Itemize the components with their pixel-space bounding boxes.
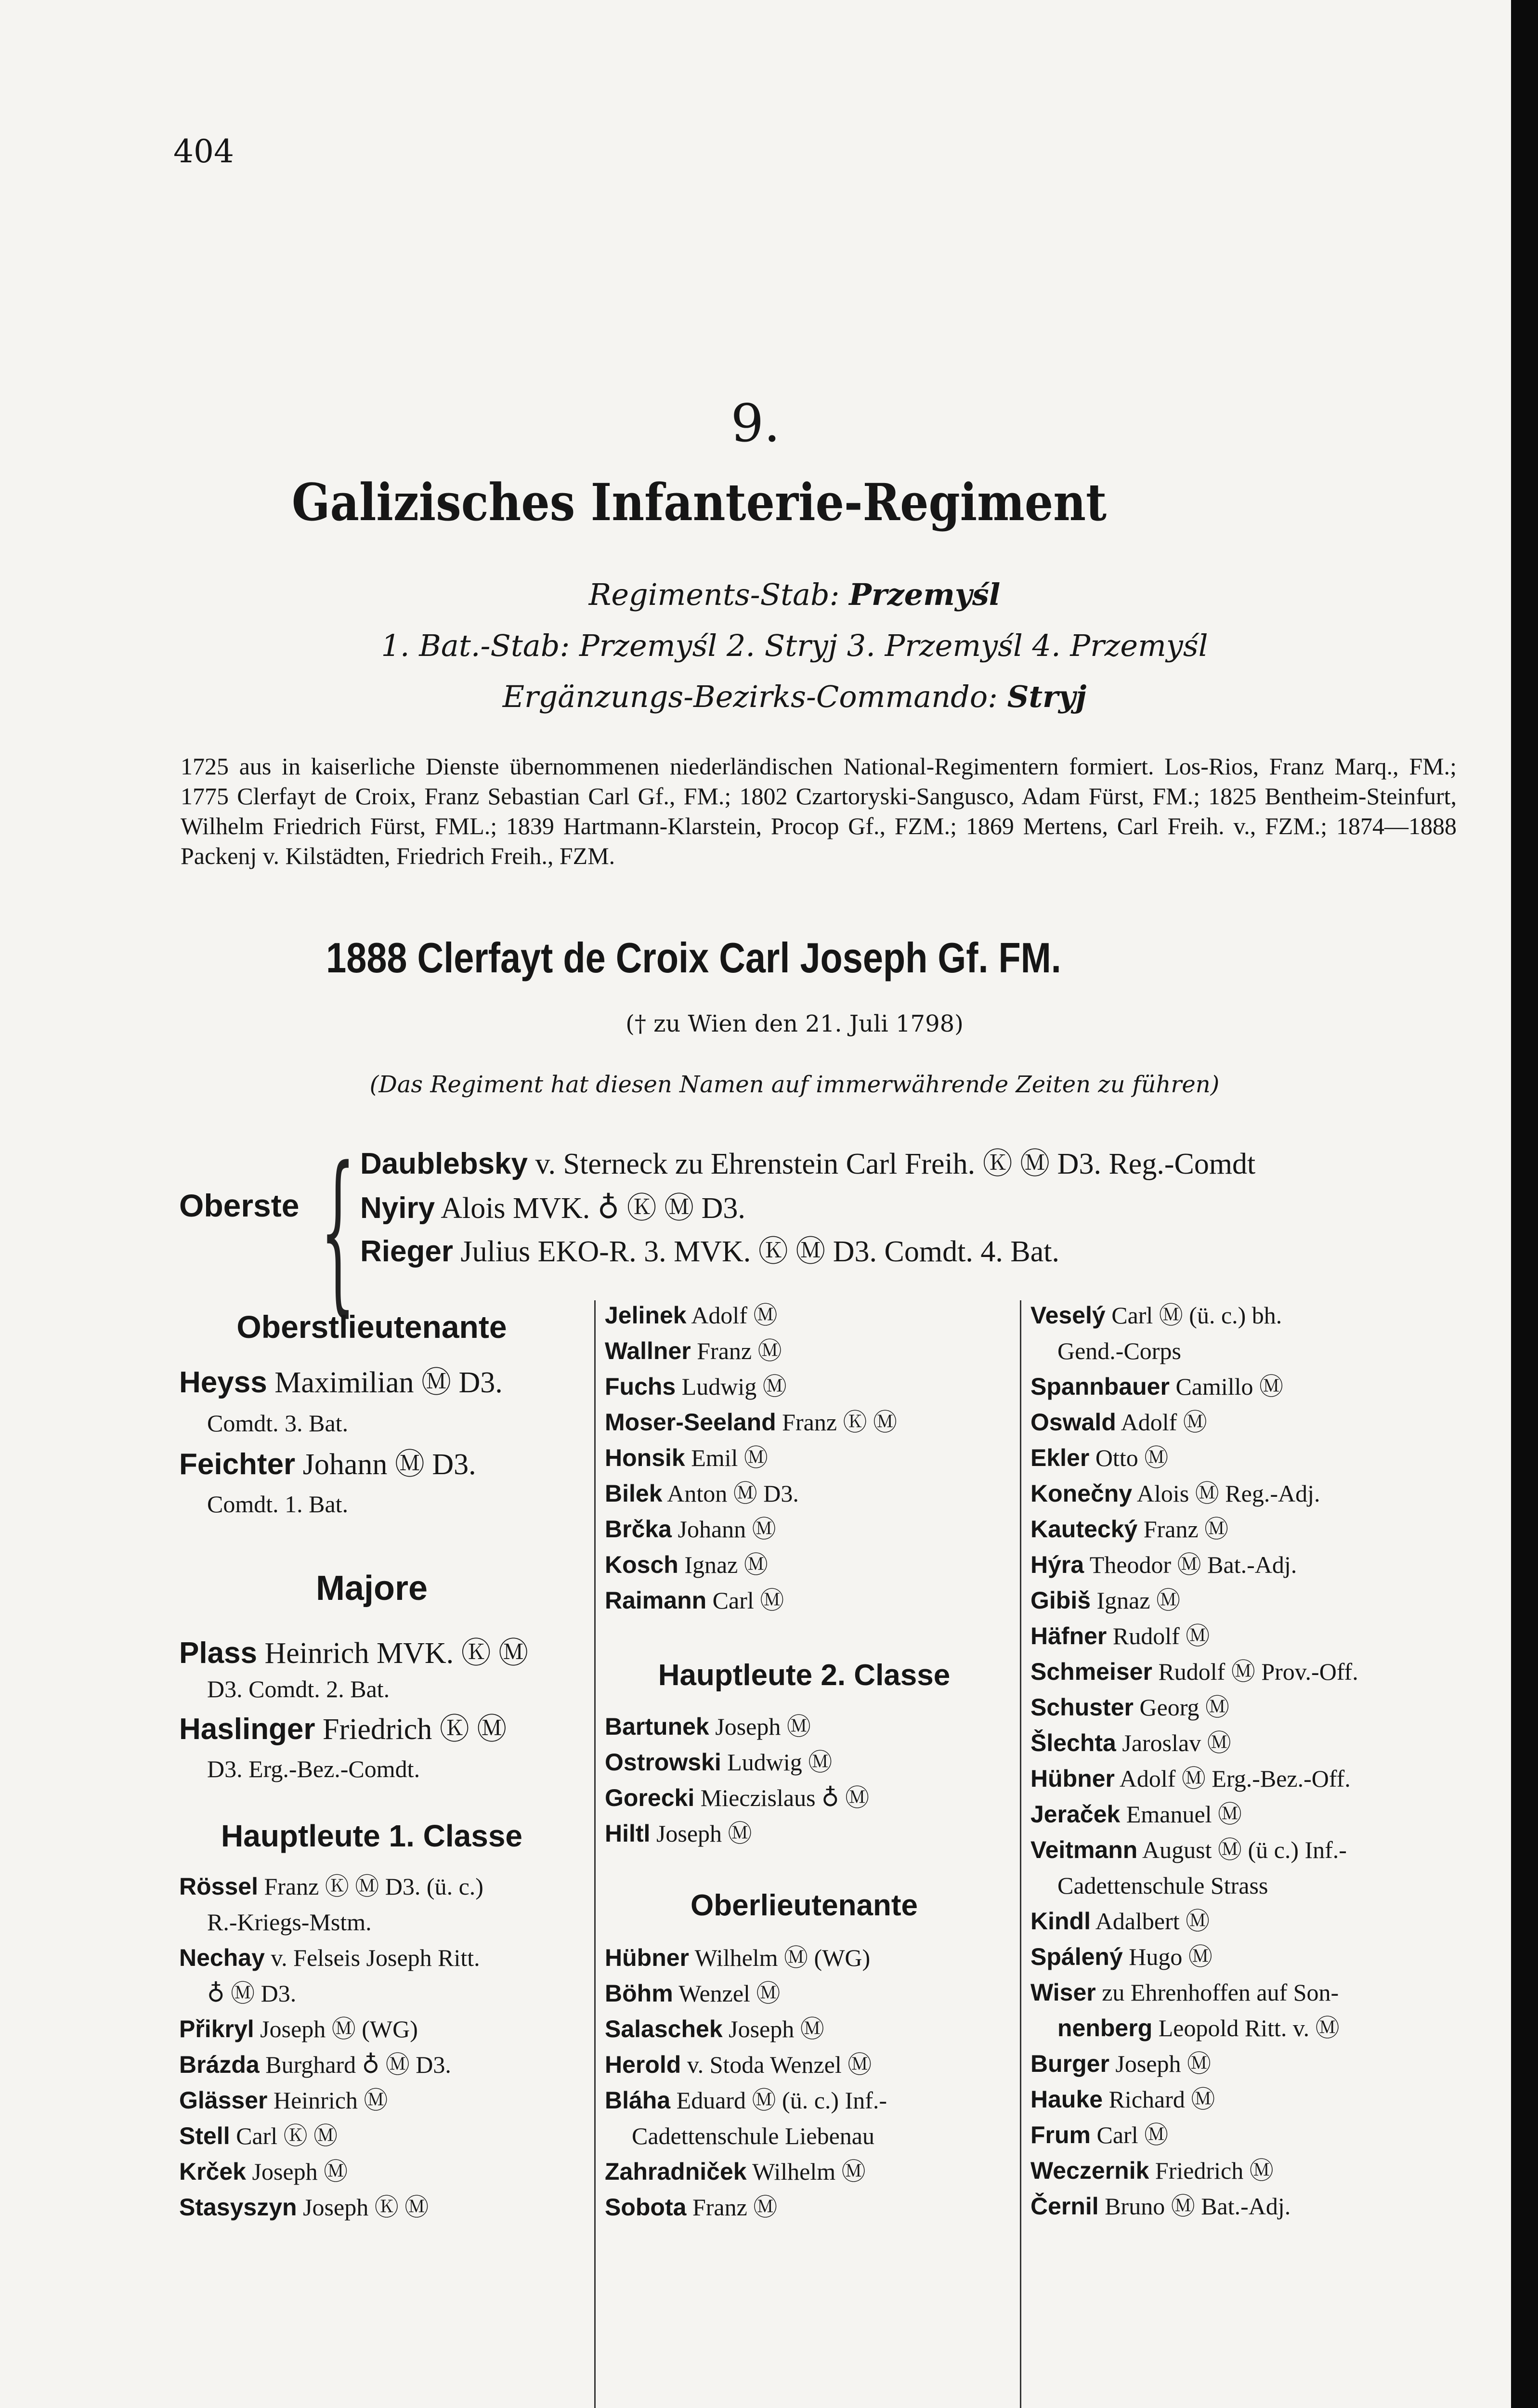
officer-entry (1030, 1945, 1212, 1969)
officer-details: v. Stoda Wenzel Ⓜ (687, 2051, 872, 2078)
officer-entry (179, 1450, 476, 1479)
officer-entry (605, 1410, 897, 1434)
officer-name: Böhm (605, 1980, 673, 2007)
officer-continuation: Comdt. 1. Bat. (207, 1491, 349, 1518)
officer-details: Anton Ⓜ D3. (667, 1480, 799, 1507)
officer-name: Wiser (1030, 1979, 1096, 2006)
officer-details: Mieczislaus ♁ Ⓜ (700, 1784, 870, 1811)
officer-name: Bartunek (605, 1713, 709, 1740)
officer-details: Franz Ⓜ (692, 2194, 778, 2221)
officer-entry (1030, 1838, 1347, 1862)
officer-entry (605, 1481, 799, 1505)
bat-stab: 1. Bat.-Stab: Przemyśl 2. Stryj 3. Przemyśl 4. Przemyśl (381, 628, 1208, 663)
officer-entry (605, 1303, 777, 1327)
oberste-name: Nyiry (360, 1191, 435, 1225)
officer-entry (179, 2053, 451, 2077)
officer-name: Zahradniček (605, 2158, 747, 2185)
officer-entry (605, 1374, 787, 1399)
officer-details: Adolf Ⓜ (1121, 1409, 1207, 1436)
officer-details: Rudolf Ⓜ Prov.-Off. (1158, 1658, 1358, 1685)
officer-entry (605, 1588, 784, 1612)
officer-entry (605, 2195, 777, 2219)
regiment-number: 9. (730, 393, 781, 454)
oberste-rest: Alois MVK. ♁ Ⓚ Ⓜ D3. (441, 1192, 745, 1225)
oberste-name: Rieger (360, 1235, 453, 1268)
officer-name: Kosch (605, 1551, 678, 1578)
officer-name: Honsik (605, 1444, 685, 1471)
oberstlt-heading: Oberstlieutenante (236, 1309, 507, 1345)
officer-details: v. Felseis Joseph Ritt. (271, 1944, 480, 1971)
officer-entry (1030, 2123, 1168, 2147)
officer-details: Bruno Ⓜ Bat.-Adj. (1105, 2193, 1291, 2220)
officer-entry (179, 1368, 503, 1398)
officer-entry (1030, 1588, 1180, 1612)
officer-entry (179, 1874, 483, 1898)
officer-entry (1030, 1410, 1207, 1434)
officer-details: Johann Ⓜ D3. (302, 1448, 476, 1481)
officer-name: Krček (179, 2158, 246, 2185)
regiments-stab-label: Regiments-Stab: (588, 577, 840, 612)
ergaenzung-value: Stryj (1007, 679, 1087, 714)
officer-name: Schuster (1030, 1694, 1134, 1721)
officer-details: Joseph Ⓜ (715, 1713, 811, 1740)
officer-continuation: Comdt. 3. Bat. (207, 1410, 349, 1437)
officer-name: Jeraček (1030, 1801, 1121, 1828)
oberste-name: Daublebsky (360, 1147, 528, 1180)
officer-details: Carl Ⓜ (1096, 2121, 1169, 2148)
officer-details: Alois Ⓜ Reg.-Adj. (1136, 1480, 1320, 1507)
officer-details: R.-Kriegs-Mstm. (207, 1909, 372, 1936)
officer-details: Cadettenschule Liebenau (632, 2122, 874, 2149)
officer-entry (1030, 1980, 1339, 2004)
officer-entry (605, 1821, 752, 1845)
officer-name: Stell (179, 2122, 230, 2149)
officer-entry (1030, 1660, 1358, 1684)
officer-details: Ignaz Ⓜ (1096, 1587, 1181, 1614)
officer-details: Wilhelm Ⓜ (752, 2158, 866, 2185)
officer-name: Spálený (1030, 1943, 1123, 1970)
officer-name: nenberg (1057, 2015, 1153, 2042)
officer-entry (1030, 2052, 1211, 2076)
ergaenzung-label: Ergänzungs-Bezirks-Commando: (502, 679, 998, 714)
officer-name: Kautecký (1030, 1516, 1138, 1543)
officer-details: Heinrich Ⓜ (273, 2087, 388, 2114)
officer-details: Adalbert Ⓜ (1095, 1908, 1210, 1935)
officer-continuation: D3. Erg.-Bez.-Comdt. (207, 1755, 420, 1782)
oberste-entry (360, 1193, 745, 1223)
officer-name: Heyss (179, 1366, 267, 1399)
officer-details: Carl Ⓚ Ⓜ (236, 2122, 338, 2149)
officer-name: Spannbauer (1030, 1373, 1170, 1400)
officer-details: Wenzel Ⓜ (678, 1980, 781, 2007)
oblt-heading: Oberlieutenante (691, 1889, 918, 1922)
officer-name: Salaschek (605, 2015, 723, 2042)
officer-name: Wallner (605, 1337, 691, 1364)
ergaenzung (0, 679, 1538, 714)
officer-name: Moser-Seeland (605, 1409, 776, 1436)
officer-entry (179, 2159, 348, 2184)
hptl1-heading: Hauptleute 1. Classe (221, 1819, 522, 1853)
brace-icon: { (320, 1130, 356, 1332)
officer-name: Bláha (605, 2087, 671, 2114)
officer-details: Joseph Ⓜ (WG) (260, 2015, 418, 2042)
officer-name: Brčka (605, 1516, 672, 1543)
officer-name: Gibiš (1030, 1587, 1091, 1614)
officer-name: Černil (1030, 2193, 1099, 2220)
officer-name: Šlechta (1030, 1729, 1116, 1756)
officer-details: Franz Ⓚ Ⓜ D3. (ü. c.) (264, 1873, 483, 1900)
officer-entry (605, 1446, 768, 1470)
officer-entry (179, 2017, 418, 2041)
officer-details: Carl Ⓜ (ü. c.) bh. (1111, 1302, 1282, 1329)
officer-entry (179, 1638, 528, 1668)
officer-name: Hübner (1030, 1765, 1115, 1792)
officer-entry (1057, 1873, 1268, 1898)
officer-entry (1030, 2159, 1274, 2183)
officer-name: Oswald (1030, 1409, 1116, 1436)
officer-entry (605, 1553, 768, 1577)
majore-heading: Majore (315, 1569, 428, 1608)
officer-name: Hübner (605, 1944, 689, 1971)
officer-details: ♁ Ⓜ D3. (207, 1980, 297, 2007)
regiment-title: Galizisches Infanterie-Regiment (291, 472, 1107, 532)
officer-entry (1030, 1731, 1231, 1755)
officer-entry (1030, 1767, 1351, 1791)
regiments-stab (0, 577, 1538, 612)
officer-entry (207, 1910, 372, 1934)
officer-name: Nechay (179, 1944, 265, 1971)
history-text: 1725 aus in kaiserliche Dienste übernommenen niederländischen National-Regimentern formiert. Los-Rios, Franz Marq., FM.; 1775 Clerfayt de Croix, Franz Sebastian Carl Gf., FM.; 1802 Czartoryski-Sangusco, Adam Fürst, FM.; 1825 Bentheim-Steinfurt, Wilhelm Friedrich Fürst, FML.; 1839 Hartmann-Klarstein, Procop Gf., FZM.; 1869 Mertens, Carl Freih. v., FZM.; 1874—1888 Packenj v. Kilstädten, Friedrich Freih., FZM. (181, 753, 1457, 869)
officer-name: Glässer (179, 2087, 268, 2114)
hptl2-heading: Hauptleute 2. Classe (658, 1659, 951, 1692)
officer-details: Heinrich MVK. Ⓚ Ⓜ (264, 1637, 529, 1670)
officer-name: Frum (1030, 2121, 1091, 2148)
officer-entry (1030, 1909, 1210, 1933)
officer-details: Eduard Ⓜ (ü. c.) Inf.- (676, 2087, 887, 2114)
officer-details: August Ⓜ (ü c.) Inf.- (1142, 1836, 1347, 1863)
officer-entry (605, 1517, 776, 1541)
officer-continuation: D3. Comdt. 2. Bat. (207, 1675, 390, 1702)
oberste-entry (360, 1149, 1255, 1179)
officer-name: Bilek (605, 1480, 663, 1507)
officer-entry (1030, 1695, 1229, 1719)
officer-details: Joseph Ⓜ (1115, 2050, 1212, 2077)
officer-name: Hiltl (605, 1820, 651, 1847)
officer-entry (1057, 2016, 1340, 2040)
officer-name: Kindl (1030, 1908, 1091, 1935)
officer-entry (605, 1339, 782, 1363)
officer-details: Franz Ⓜ (1143, 1516, 1229, 1543)
officer-details: Joseph Ⓜ (252, 2158, 348, 2185)
officer-details: zu Ehrenhoffen auf Son- (1102, 1979, 1339, 2006)
officer-entry (1030, 1446, 1168, 1470)
officer-entry (605, 1750, 832, 1774)
officer-entry (1030, 1374, 1283, 1399)
officer-entry (605, 1946, 870, 1970)
oberste-rest: Julius EKO-R. 3. MVK. Ⓚ Ⓜ D3. Comdt. 4. Bat. (460, 1235, 1059, 1268)
officer-name: Veselý (1030, 1302, 1106, 1329)
officer-entry (632, 2124, 874, 2148)
officer-name: Veitmann (1030, 1836, 1138, 1863)
officer-entry (1030, 2194, 1290, 2218)
officer-details: Emanuel Ⓜ (1126, 1801, 1242, 1828)
officer-name: Burger (1030, 2050, 1109, 2077)
officer-entry (1057, 1339, 1181, 1363)
name-note: (Das Regiment hat diesen Namen auf immerwährende Zeiten zu führen) (369, 1071, 1220, 1098)
officer-name: Herold (605, 2051, 681, 2078)
officer-details: Otto Ⓜ (1095, 1444, 1169, 1471)
page-number: 404 (173, 133, 234, 170)
officer-details: Joseph Ⓚ Ⓜ (303, 2194, 429, 2221)
oberste-label: Oberste (179, 1188, 300, 1223)
officer-name: Konečny (1030, 1480, 1133, 1507)
officer-details: Burghard ♁ Ⓜ D3. (265, 2051, 451, 2078)
officer-name: Feichter (179, 1448, 296, 1481)
officer-name: Přikryl (179, 2015, 254, 2042)
inhaber-heading: 1888 Clerfayt de Croix Carl Joseph Gf. FM. (326, 934, 1061, 982)
officer-entry (179, 2124, 338, 2148)
column-divider (594, 1300, 596, 2408)
oberste-entry (360, 1237, 1059, 1267)
officer-details: Jaroslav Ⓜ (1122, 1729, 1231, 1756)
officer-details: Gend.-Corps (1057, 1337, 1181, 1364)
officer-details: Franz Ⓜ (697, 1337, 782, 1364)
officer-entry (179, 2088, 388, 2112)
officer-entry (605, 1714, 811, 1739)
officer-entry (179, 1714, 507, 1744)
officer-name: Brázda (179, 2051, 260, 2078)
column-divider (1020, 1300, 1021, 2408)
officer-entry (605, 2053, 872, 2077)
officer-name: Weczernik (1030, 2157, 1149, 2184)
officer-name: Plass (179, 1636, 258, 1670)
officer-entry (1030, 1624, 1210, 1648)
officer-name: Jelinek (605, 1302, 687, 1329)
officer-name: Gorecki (605, 1784, 695, 1811)
officer-entry (1030, 1303, 1282, 1327)
officer-name: Ekler (1030, 1444, 1090, 1471)
officer-name: Haslinger (179, 1713, 315, 1746)
officer-details: Rudolf Ⓜ (1112, 1623, 1210, 1649)
officer-details: Theodor Ⓜ Bat.-Adj. (1089, 1551, 1297, 1578)
officer-entry (1030, 1553, 1297, 1577)
officer-name: Hauke (1030, 2086, 1103, 2113)
officer-details: Joseph Ⓜ (656, 1820, 752, 1847)
officer-details: Friedrich Ⓚ Ⓜ (323, 1713, 507, 1746)
officer-name: Sobota (605, 2194, 687, 2221)
officer-entry (1030, 1517, 1228, 1541)
officer-details: Leopold Ritt. v. Ⓜ (1158, 2015, 1340, 2042)
officer-entry (605, 2017, 824, 2041)
officer-entry (207, 1981, 296, 2005)
officer-details: Richard Ⓜ (1108, 2086, 1215, 2113)
officer-details: Ludwig Ⓜ (727, 1749, 833, 1776)
officer-entry (1030, 2087, 1215, 2111)
officer-details: Johann Ⓜ (678, 1516, 776, 1543)
officer-details: Georg Ⓜ (1139, 1694, 1230, 1721)
officer-entry (179, 2195, 429, 2219)
officer-entry (605, 2088, 887, 2112)
officer-name: Stasyszyn (179, 2194, 297, 2221)
officer-name: Häfner (1030, 1623, 1107, 1649)
officer-name: Fuchs (605, 1373, 676, 1400)
officer-details: Joseph Ⓜ (729, 2015, 824, 2042)
regiments-stab-value: Przemyśl (849, 577, 1001, 612)
oberste-rest: v. Sterneck zu Ehrenstein Carl Freih. Ⓚ Ⓜ D3. Reg.-Comdt (535, 1148, 1256, 1180)
officer-entry (605, 2159, 866, 2184)
officer-details: Camillo Ⓜ (1175, 1373, 1284, 1400)
officer-entry (605, 1981, 780, 2005)
officer-details: Carl Ⓜ (712, 1587, 784, 1614)
officer-details: Adolf Ⓜ Erg.-Bez.-Off. (1119, 1765, 1351, 1792)
officer-details: Ludwig Ⓜ (681, 1373, 787, 1400)
officer-name: Raimann (605, 1587, 707, 1614)
officer-details: Friedrich Ⓜ (1155, 2157, 1274, 2184)
officer-details: Maximilian Ⓜ D3. (274, 1366, 503, 1399)
officer-name: Rössel (179, 1873, 258, 1900)
officer-entry (605, 1786, 869, 1810)
officer-name: Hýra (1030, 1551, 1084, 1578)
officer-details: Adolf Ⓜ (691, 1302, 778, 1329)
officer-name: Ostrowski (605, 1749, 721, 1776)
officer-entry (1030, 1481, 1320, 1505)
officer-details: Ignaz Ⓜ (684, 1551, 768, 1578)
officer-details: Wilhelm Ⓜ (WG) (694, 1944, 871, 1971)
officer-details: Franz Ⓚ Ⓜ (782, 1409, 898, 1436)
officer-name: Schmeiser (1030, 1658, 1152, 1685)
officer-entry (179, 1946, 480, 1970)
officer-entry (1030, 1802, 1242, 1826)
officer-details: Emil Ⓜ (691, 1444, 768, 1471)
death-note: († zu Wien den 21. Juli 1798) (626, 1010, 964, 1037)
officer-details: Hugo Ⓜ (1129, 1943, 1212, 1970)
officer-details: Cadettenschule Strass (1057, 1872, 1268, 1899)
